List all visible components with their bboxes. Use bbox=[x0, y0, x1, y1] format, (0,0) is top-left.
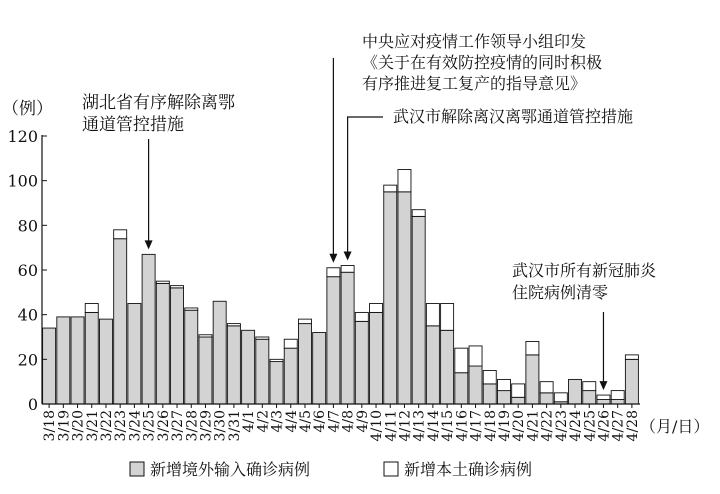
annotation-text: 武汉市解除离汉离鄂通道管控措施 bbox=[393, 107, 634, 126]
bar-imported bbox=[185, 310, 198, 404]
x-tick-label: 4/17 bbox=[468, 410, 485, 442]
bar-imported bbox=[298, 324, 311, 404]
bar-imported bbox=[71, 317, 84, 404]
bar-local bbox=[114, 230, 127, 239]
bar-local bbox=[554, 393, 567, 402]
x-tick-label: 3/18 bbox=[42, 410, 59, 442]
bar-local bbox=[298, 319, 311, 323]
x-tick-label: 3/30 bbox=[212, 410, 229, 442]
legend-swatch-local bbox=[384, 462, 398, 476]
x-tick-label: 4/2 bbox=[255, 410, 272, 433]
bar-imported bbox=[99, 319, 112, 404]
x-tick-label: 4/16 bbox=[454, 410, 471, 442]
bar-imported bbox=[398, 192, 411, 404]
x-tick-label: 4/21 bbox=[525, 410, 542, 442]
x-tick-label: 3/24 bbox=[127, 410, 144, 442]
bar-imported bbox=[114, 239, 127, 404]
bar-local bbox=[199, 335, 212, 337]
x-tick-label: 3/28 bbox=[184, 410, 201, 442]
x-tick-label: 4/1 bbox=[241, 410, 258, 433]
bar-local bbox=[583, 382, 596, 391]
bar-imported bbox=[441, 330, 454, 404]
bar-imported bbox=[199, 337, 212, 404]
bar-imported bbox=[455, 373, 468, 404]
x-tick-label: 4/7 bbox=[326, 410, 343, 433]
x-tick-label: 4/27 bbox=[610, 410, 627, 442]
annotation-text: 中央应对疫情工作领导小组印发 bbox=[362, 32, 587, 51]
bar-imported bbox=[583, 391, 596, 404]
x-tick-label: 4/6 bbox=[312, 410, 329, 433]
bar-local bbox=[185, 308, 198, 310]
bar-local bbox=[540, 382, 553, 393]
x-tick-label: 4/5 bbox=[297, 410, 314, 433]
bar-local bbox=[611, 391, 624, 400]
bar-local bbox=[497, 379, 510, 390]
annotation-arrow-head bbox=[344, 252, 352, 261]
bar-imported bbox=[227, 326, 240, 404]
bar-imported bbox=[412, 216, 425, 404]
bar-local bbox=[398, 170, 411, 192]
bar-imported bbox=[355, 321, 368, 404]
bar-imported bbox=[483, 384, 496, 404]
bar-imported bbox=[43, 328, 56, 404]
x-tick-label: 4/22 bbox=[539, 410, 556, 442]
x-tick-label: 4/18 bbox=[482, 410, 499, 442]
bar-local bbox=[426, 304, 439, 326]
y-tick-label: 120 bbox=[7, 127, 38, 146]
bar-local bbox=[625, 355, 638, 359]
x-tick-label: 4/10 bbox=[369, 410, 386, 442]
x-tick-label: 3/27 bbox=[170, 410, 187, 442]
bar-local bbox=[171, 286, 184, 288]
bar-imported bbox=[128, 304, 141, 405]
bar-imported bbox=[341, 272, 354, 404]
x-tick-label: 3/25 bbox=[141, 410, 158, 442]
bar-imported bbox=[156, 283, 169, 404]
bar-imported bbox=[469, 366, 482, 404]
x-tick-label: 4/25 bbox=[582, 410, 599, 442]
x-tick-label: 4/13 bbox=[411, 410, 428, 442]
legend-swatch-imported bbox=[130, 462, 144, 476]
x-ticks-layer bbox=[42, 404, 641, 441]
bar-imported bbox=[284, 348, 297, 404]
bar-local bbox=[156, 281, 169, 283]
y-tick-label: 80 bbox=[17, 216, 38, 236]
legend bbox=[130, 460, 532, 479]
annotation-text: 《关于在有效防控疫情的同时积极 bbox=[362, 53, 603, 72]
bar-local bbox=[469, 346, 482, 366]
y-tick-label: 0 bbox=[27, 395, 38, 414]
x-tick-label: 4/4 bbox=[283, 410, 300, 433]
bar-imported bbox=[611, 400, 624, 404]
x-tick-label: 4/28 bbox=[624, 410, 641, 442]
bar-imported bbox=[85, 312, 98, 404]
bar-imported bbox=[142, 254, 155, 404]
x-tick-label: 3/23 bbox=[113, 410, 130, 442]
bar-imported bbox=[569, 379, 582, 404]
annotation-arrow-head bbox=[599, 381, 607, 390]
bar-local bbox=[284, 339, 297, 348]
bar-local bbox=[227, 324, 240, 326]
y-tick-label: 20 bbox=[17, 350, 38, 370]
x-tick-label: 4/26 bbox=[596, 410, 613, 442]
bar-imported bbox=[327, 277, 340, 404]
x-tick-label: 4/8 bbox=[340, 410, 357, 433]
y-tick-label: 40 bbox=[17, 305, 38, 325]
bar-local bbox=[597, 395, 610, 399]
bar-imported bbox=[526, 355, 539, 404]
y-tick-label: 60 bbox=[17, 261, 38, 280]
bar-imported bbox=[242, 330, 255, 404]
x-tick-label: 4/14 bbox=[425, 410, 442, 442]
bar-imported bbox=[370, 312, 383, 404]
bar-local bbox=[526, 341, 539, 354]
bar-local bbox=[327, 268, 340, 277]
bar-imported bbox=[597, 400, 610, 404]
bar-local bbox=[341, 266, 354, 273]
x-tick-label: 4/12 bbox=[397, 410, 414, 442]
x-tick-label: 4/19 bbox=[496, 410, 513, 442]
bar-imported bbox=[313, 333, 326, 404]
bar-local bbox=[384, 185, 397, 192]
annotation-text: 有序推进复工复产的指导意见》 bbox=[362, 74, 587, 93]
bar-local bbox=[512, 384, 525, 397]
x-tick-label: 3/29 bbox=[198, 410, 215, 442]
bar-imported bbox=[426, 326, 439, 404]
bar-imported bbox=[625, 359, 638, 404]
y-axis-label: （例） bbox=[2, 99, 53, 119]
bar-local bbox=[256, 337, 269, 339]
x-tick-label: 4/24 bbox=[568, 410, 585, 442]
annotation-text: 住院病例清零 bbox=[512, 283, 609, 302]
x-tick-label: 3/31 bbox=[226, 410, 243, 442]
x-tick-label: 4/15 bbox=[440, 410, 457, 442]
bar-imported bbox=[256, 339, 269, 404]
annotation-arrow-head bbox=[145, 240, 153, 249]
x-tick-label: 3/21 bbox=[84, 410, 101, 442]
legend-label-local: 新增本土确诊病例 bbox=[404, 460, 533, 479]
x-tick-label: 4/3 bbox=[269, 410, 286, 433]
bar-local bbox=[355, 312, 368, 321]
bar-local bbox=[455, 348, 468, 373]
x-tick-label: 4/20 bbox=[511, 410, 528, 442]
bar-local bbox=[483, 371, 496, 384]
bar-imported bbox=[512, 397, 525, 404]
bar-imported bbox=[57, 317, 70, 404]
annotation-text: 通道管控措施 bbox=[82, 115, 184, 135]
bar-imported bbox=[213, 301, 226, 404]
x-tick-label: 3/26 bbox=[155, 410, 172, 442]
annotation-text: 武汉市所有新冠肺炎 bbox=[512, 261, 657, 280]
y-tick-label: 100 bbox=[7, 171, 38, 191]
bar-imported bbox=[384, 192, 397, 404]
bar-imported bbox=[270, 362, 283, 404]
x-tick-label: 4/11 bbox=[383, 410, 400, 442]
bar-local bbox=[441, 304, 454, 331]
x-tick-label: 4/23 bbox=[553, 410, 570, 442]
legend-label-imported: 新增境外输入确诊病例 bbox=[150, 460, 311, 479]
bar-local bbox=[85, 304, 98, 313]
x-tick-label: 4/9 bbox=[354, 410, 371, 433]
bar-local bbox=[412, 210, 425, 217]
bar-imported bbox=[540, 393, 553, 404]
x-axis-label: （月/日） bbox=[640, 417, 710, 436]
x-tick-label: 3/19 bbox=[56, 410, 73, 442]
x-tick-label: 3/22 bbox=[98, 410, 115, 442]
bar-imported bbox=[171, 288, 184, 404]
y-ticks-layer bbox=[7, 127, 47, 414]
annotation-arrow-line bbox=[348, 117, 383, 254]
bar-local bbox=[370, 304, 383, 313]
bar-imported bbox=[497, 391, 510, 404]
annotation-arrow-head bbox=[329, 254, 337, 263]
bar-local bbox=[270, 359, 283, 361]
annotation-text: 湖北省有序解除离鄂 bbox=[82, 93, 235, 113]
x-tick-label: 3/20 bbox=[70, 410, 87, 442]
